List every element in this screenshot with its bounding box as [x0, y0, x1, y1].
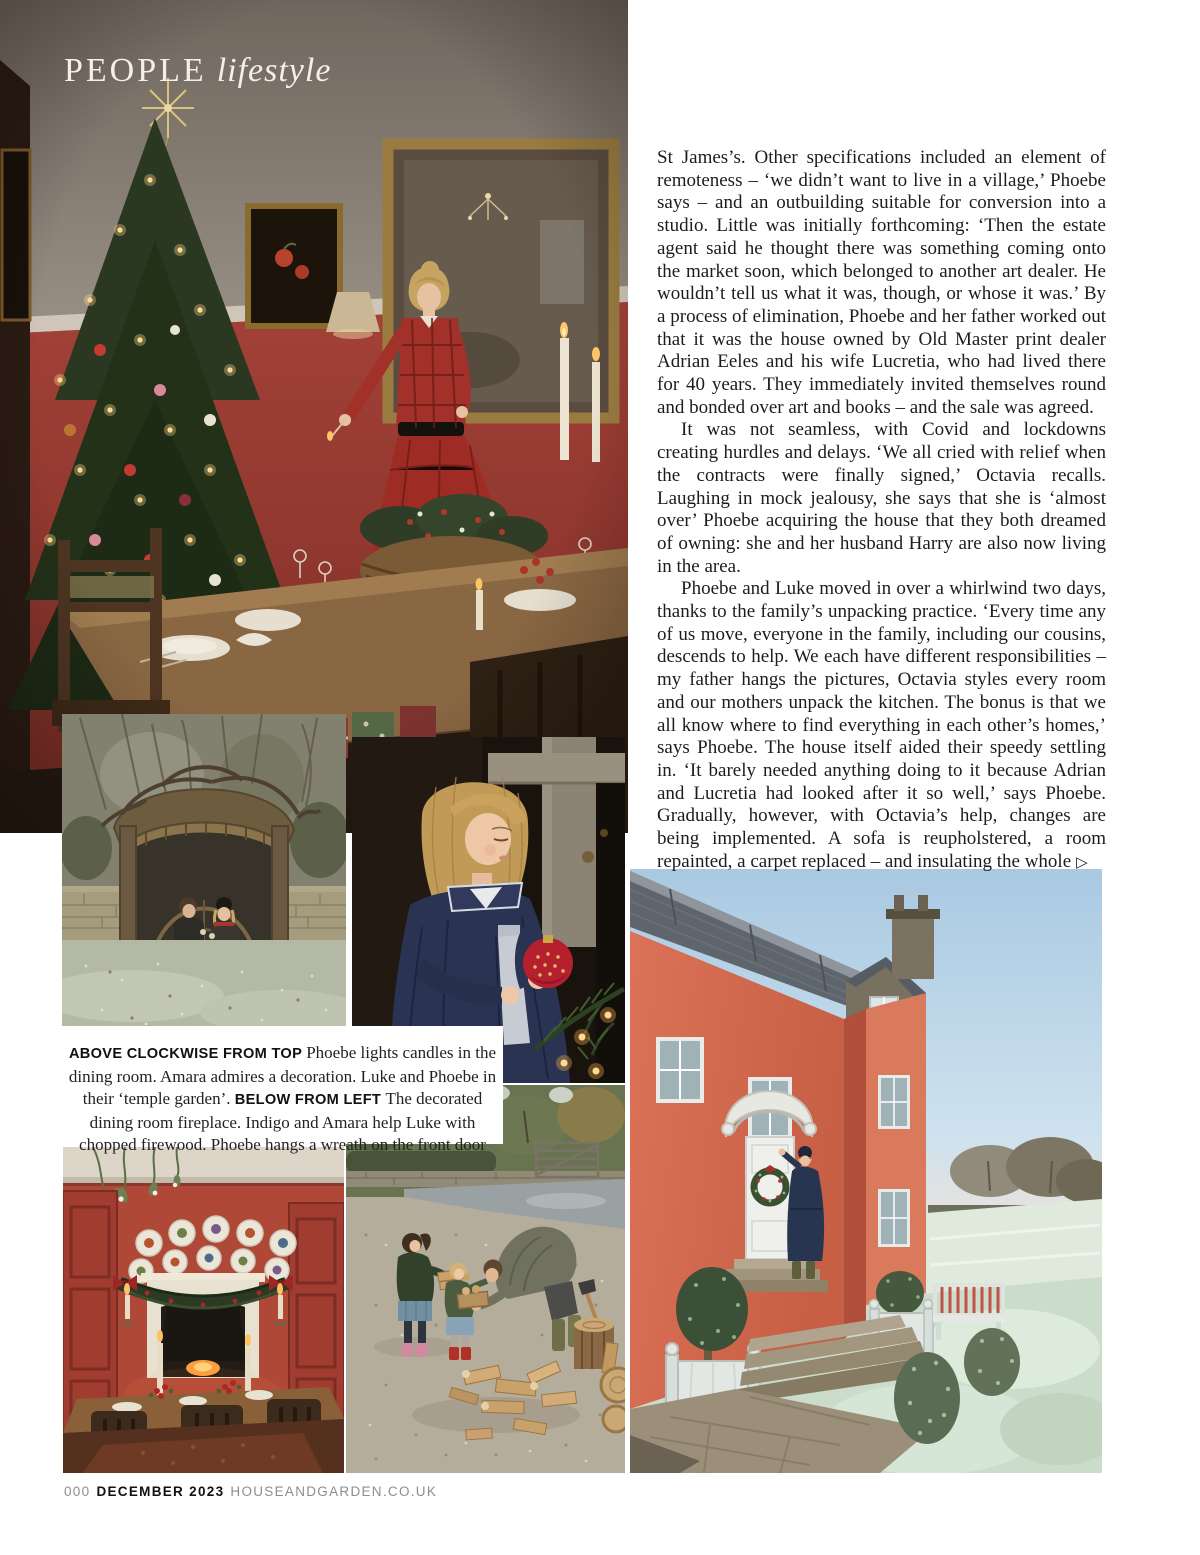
website-label: HOUSEANDGARDEN.CO.UK: [230, 1484, 438, 1499]
section-topic-label: lifestyle: [216, 52, 332, 89]
photo-house-front: [630, 869, 1102, 1473]
continued-marker-icon: ▷: [1076, 854, 1088, 871]
caption-label-above: ABOVE CLOCKWISE FROM TOP: [68, 1046, 307, 1062]
fireplace-illustration: [63, 1147, 344, 1473]
photo-temple-garden: [62, 714, 346, 1030]
photo-fireplace: [63, 1147, 344, 1473]
article-paragraph-3-text: Phoebe and Luke moved in over a whirlwind two days, thanks to the family’s unpacking practice. ‘Every time any of us move, everyone in the family, including our cousins, descends to help. We each have different responsibilities – my father hangs the pictures, Octavia styles every room and our mothers unpack the kitchen. The bonus is that we all know where to find everything in each other’s homes,’ says Phoebe. The house itself aided their speedy settling in. ‘It barely needed anything doing to it because Adrian and Lucretia had looked after it so well,’ says Phoebe. Gradually, however, with Octavia’s help, changes are being implemented. A sofa is reupholstered, a room repainted, a carpet replaced – and insulating the whole: [657, 578, 1106, 872]
caption-text: [62, 1026, 503, 1157]
caption-box: [62, 1026, 503, 1155]
house-front-illustration: [630, 869, 1102, 1473]
article-paragraph-3: [657, 578, 1106, 874]
section-header: [64, 52, 331, 90]
caption-run-2: The decorated dining room fireplace. Indigo and Amara help Luke with chopped firewood. Phoebe hangs a wreath on the front door: [79, 1089, 486, 1155]
issue-date: DECEMBER 2023: [96, 1484, 225, 1499]
temple-garden-illustration: [62, 714, 346, 1030]
caption-label-below: BELOW FROM LEFT: [234, 1092, 386, 1109]
article-paragraph-1: St James’s. Other specifications included an element of remoteness – ‘we didn’t want to live in a village,’ Phoebe says – and an outbuilding suitable for conversion into a studio. Little was initially forthcoming: ‘Then the estate agent said he thought there was something coming onto the market soon, which belonged to another art dealer. He wouldn’t tell us what it was, though, or whose it was.’ By a process of elimination, Phoebe and her father worked out that it was the house owned by Old Master print dealer Adrian Eeles and his wife Lucretia, who had lived there for 40 years. They immediately invited themselves round and bonded over art and books – and the sale was agreed.: [657, 147, 1106, 418]
section-label: PEOPLE: [64, 52, 207, 89]
caption-run-1: Phoebe lights candles in the dining room. Amara admires a decoration. Luke and Phoebe in their ‘temple garden’.: [68, 1043, 497, 1109]
dining-room-illustration: [0, 0, 628, 833]
page-number: 000: [64, 1484, 91, 1499]
photo-dining-room: [0, 0, 628, 833]
page-footer: [64, 1484, 437, 1499]
article-paragraph-2: It was not seamless, with Covid and lockdowns creating hurdles and delays. ‘We all cried with relief when the contracts were finally signed,’ Octavia recalls. Laughing in mock jealousy, she says that she is ‘almost over’ Phoebe acquiring the house that they both dreamed of owning: she and her husband Harry are also now living in the area.: [657, 419, 1106, 577]
article-body: [657, 147, 1106, 875]
